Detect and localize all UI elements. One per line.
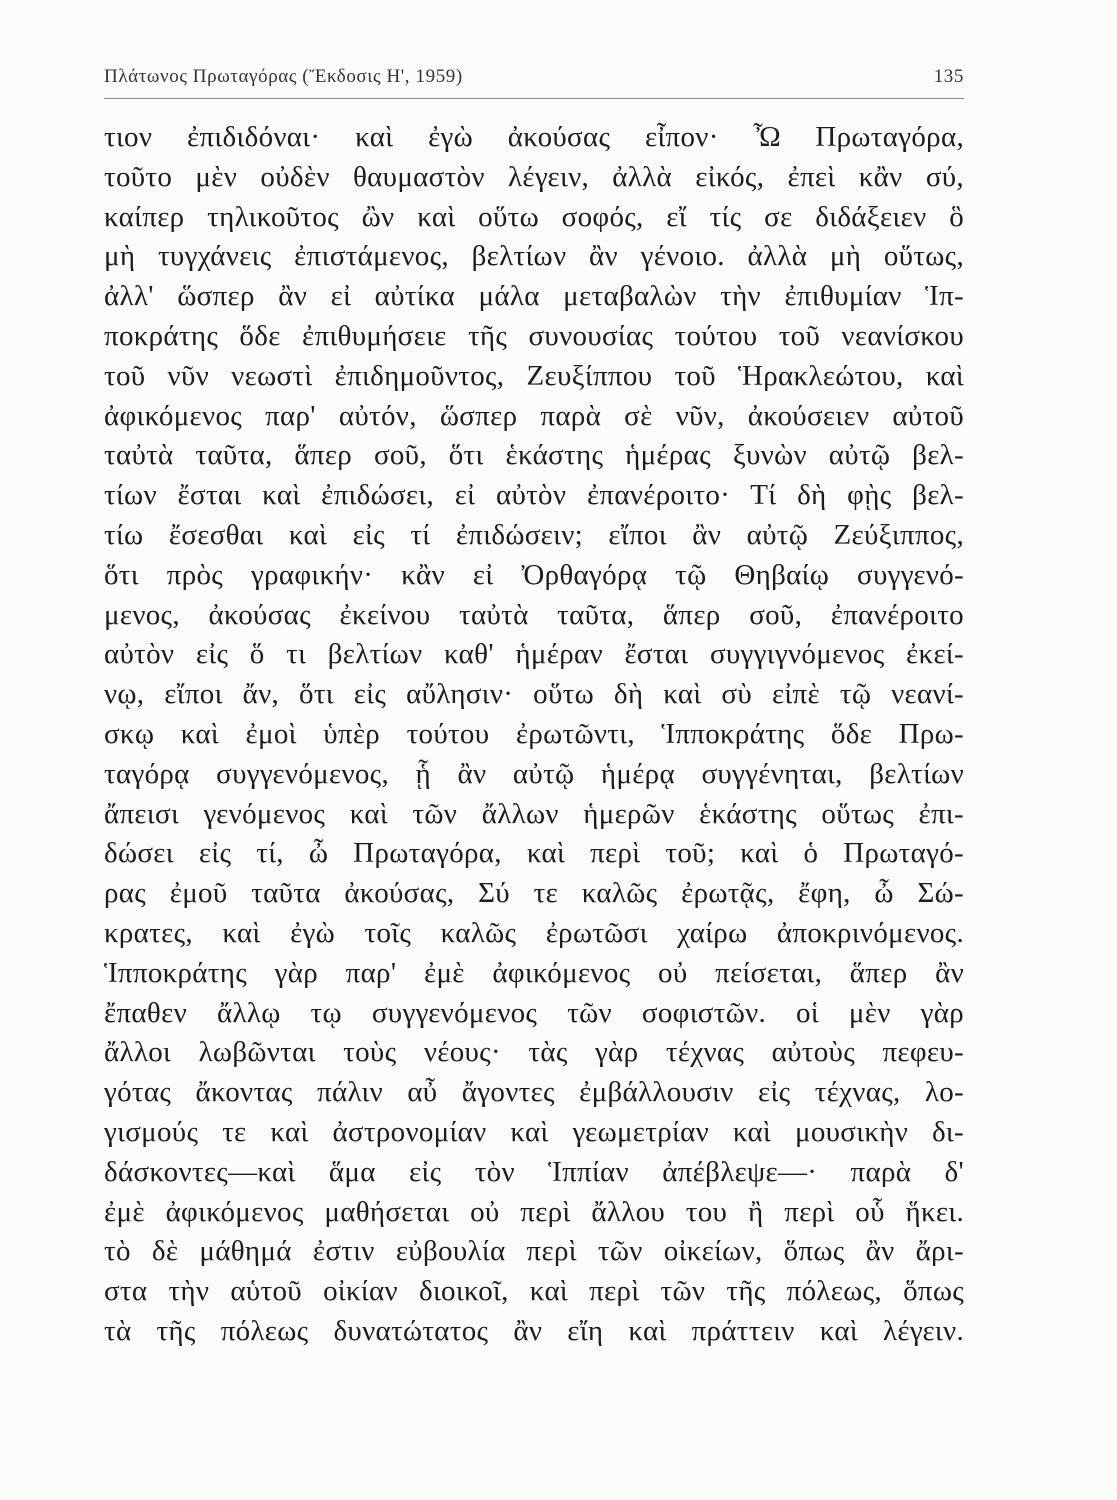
text-line: ἀφικόμενος παρ' αὐτόν, ὥσπερ παρὰ σὲ νῦν, ἀκούσειεν αὐτοῦ (104, 399, 964, 432)
text-line: αὐτὸν εἰς ὅ τι βελτίων καθ' ἡμέραν ἔσται συγγιγνόμενος ἐκεί- (104, 638, 964, 671)
text-line: ταὐτὰ ταῦτα, ἅπερ σοῦ, ὅτι ἑκάστης ἡμέρας ξυνὼν αὐτῷ βελ- (104, 439, 964, 472)
text-line: στα τὴν αὑτοῦ οἰκίαν διοικοῖ, καὶ περὶ τῶν τῆς πόλεως, ὅπως (104, 1275, 964, 1308)
text-line: Ἱπποκράτης γὰρ παρ' ἐμὲ ἀφικόμενος οὐ πείσεται, ἅπερ ἂν (104, 956, 964, 989)
text-line: ὅτι πρὸς γραφικήν· κἂν εἰ Ὀρθαγόρᾳ τῷ Θηβαίῳ συγγενό- (104, 558, 964, 591)
page-number: 135 (933, 66, 964, 87)
text-line: ἄπεισι γενόμενος καὶ τῶν ἄλλων ἡμερῶν ἑκάστης οὕτως ἐπι- (104, 797, 964, 830)
text-line: ἀλλ' ὥσπερ ἂν εἰ αὐτίκα μάλα μεταβαλὼν τὴν ἐπιθυμίαν Ἱπ- (104, 280, 964, 313)
text-line: νῳ, εἴποι ἄν, ὅτι εἰς αὔλησιν· οὕτω δὴ καὶ σὺ εἰπὲ τῷ νεανί- (104, 678, 964, 711)
text-line: μὴ τυγχάνεις ἐπιστάμενος, βελτίων ἂν γένοιο. ἀλλὰ μὴ οὕτως, (104, 240, 964, 273)
header-rule (104, 98, 964, 99)
text-line: δάσκοντες—καὶ ἅμα εἰς τὸν Ἱππίαν ἀπέβλεψε—· παρὰ δ' (104, 1155, 964, 1188)
text-line: τίω ἔσεσθαι καὶ εἰς τί ἐπιδώσειν; εἴποι ἂν αὐτῷ Ζεύξιππος, (104, 518, 964, 551)
text-line: σκῳ καὶ ἐμοὶ ὑπὲρ τούτου ἐρωτῶντι, Ἱπποκράτης ὅδε Πρω- (104, 717, 964, 750)
text-line: ἔπαθεν ἄλλῳ τῳ συγγενόμενος τῶν σοφιστῶν. οἱ μὲν γὰρ (104, 996, 964, 1029)
text-line: μενος, ἀκούσας ἐκείνου ταὐτὰ ταῦτα, ἅπερ σοῦ, ἐπανέροιτο (104, 598, 964, 631)
text-line: τιον ἐπιδιδόναι· καὶ ἐγὼ ἀκούσας εἶπον· Ὦ Πρωταγόρα, (104, 121, 964, 153)
running-head (104, 66, 964, 94)
text-line: γότας ἄκοντας πάλιν αὖ ἄγοντες ἐμβάλλουσιν εἰς τέχνας, λο- (104, 1076, 964, 1109)
text-line: κρατες, καὶ ἐγὼ τοῖς καλῶς ἐρωτῶσι χαίρω ἀποκρινόμενος. (104, 916, 964, 949)
text-line: τὰ τῆς πόλεως δυνατώτατος ἂν εἴη καὶ πράττειν καὶ λέγειν. (104, 1314, 964, 1347)
text-line: καίπερ τηλικοῦτος ὢν καὶ οὕτω σοφός, εἴ τίς σε διδάξειεν ὃ (104, 200, 964, 233)
text-line: ποκράτης ὅδε ἐπιθυμήσειε τῆς συνουσίας τούτου τοῦ νεανίσκου (104, 319, 964, 352)
text-line: ταγόρᾳ συγγενόμενος, ᾗ ἂν αὐτῷ ἡμέρᾳ συγγένηται, βελτίων (104, 757, 964, 790)
text-line: ἄλλοι λωβῶνται τοὺς νέους· τὰς γὰρ τέχνας αὐτοὺς πεφευ- (104, 1036, 964, 1069)
text-line: τοῦτο μὲν οὐδὲν θαυμαστὸν λέγειν, ἀλλὰ εἰκός, ἐπεὶ κἂν σύ, (104, 160, 964, 193)
body-text (104, 118, 964, 1352)
text-line: ρας ἐμοῦ ταῦτα ἀκούσας, Σύ τε καλῶς ἐρωτᾷς, ἔφη, ὦ Σώ- (104, 877, 964, 910)
text-line: γισμούς τε καὶ ἀστρονομίαν καὶ γεωμετρίαν καὶ μουσικὴν δι- (104, 1115, 964, 1148)
text-line: δώσει εἰς τί, ὦ Πρωταγόρα, καὶ περὶ τοῦ; καὶ ὁ Πρωταγό- (104, 837, 964, 870)
running-head-title: Πλάτωνος Πρωταγόρας (Ἔκδοσις Η', 1959) (104, 66, 463, 87)
text-line: τοῦ νῦν νεωστὶ ἐπιδημοῦντος, Ζευξίππου τοῦ Ἡρακλεώτου, καὶ (104, 359, 964, 392)
text-line: τίων ἔσται καὶ ἐπιδώσει, εἰ αὐτὸν ἐπανέροιτο· Τί δὴ φῂς βελ- (104, 479, 964, 512)
text-line: τὸ δὲ μάθημά ἐστιν εὐβουλία περὶ τῶν οἰκείων, ὅπως ἂν ἄρι- (104, 1235, 964, 1268)
text-line: ἐμὲ ἀφικόμενος μαθήσεται οὐ περὶ ἄλλου του ἢ περὶ οὗ ἥκει. (104, 1195, 964, 1228)
